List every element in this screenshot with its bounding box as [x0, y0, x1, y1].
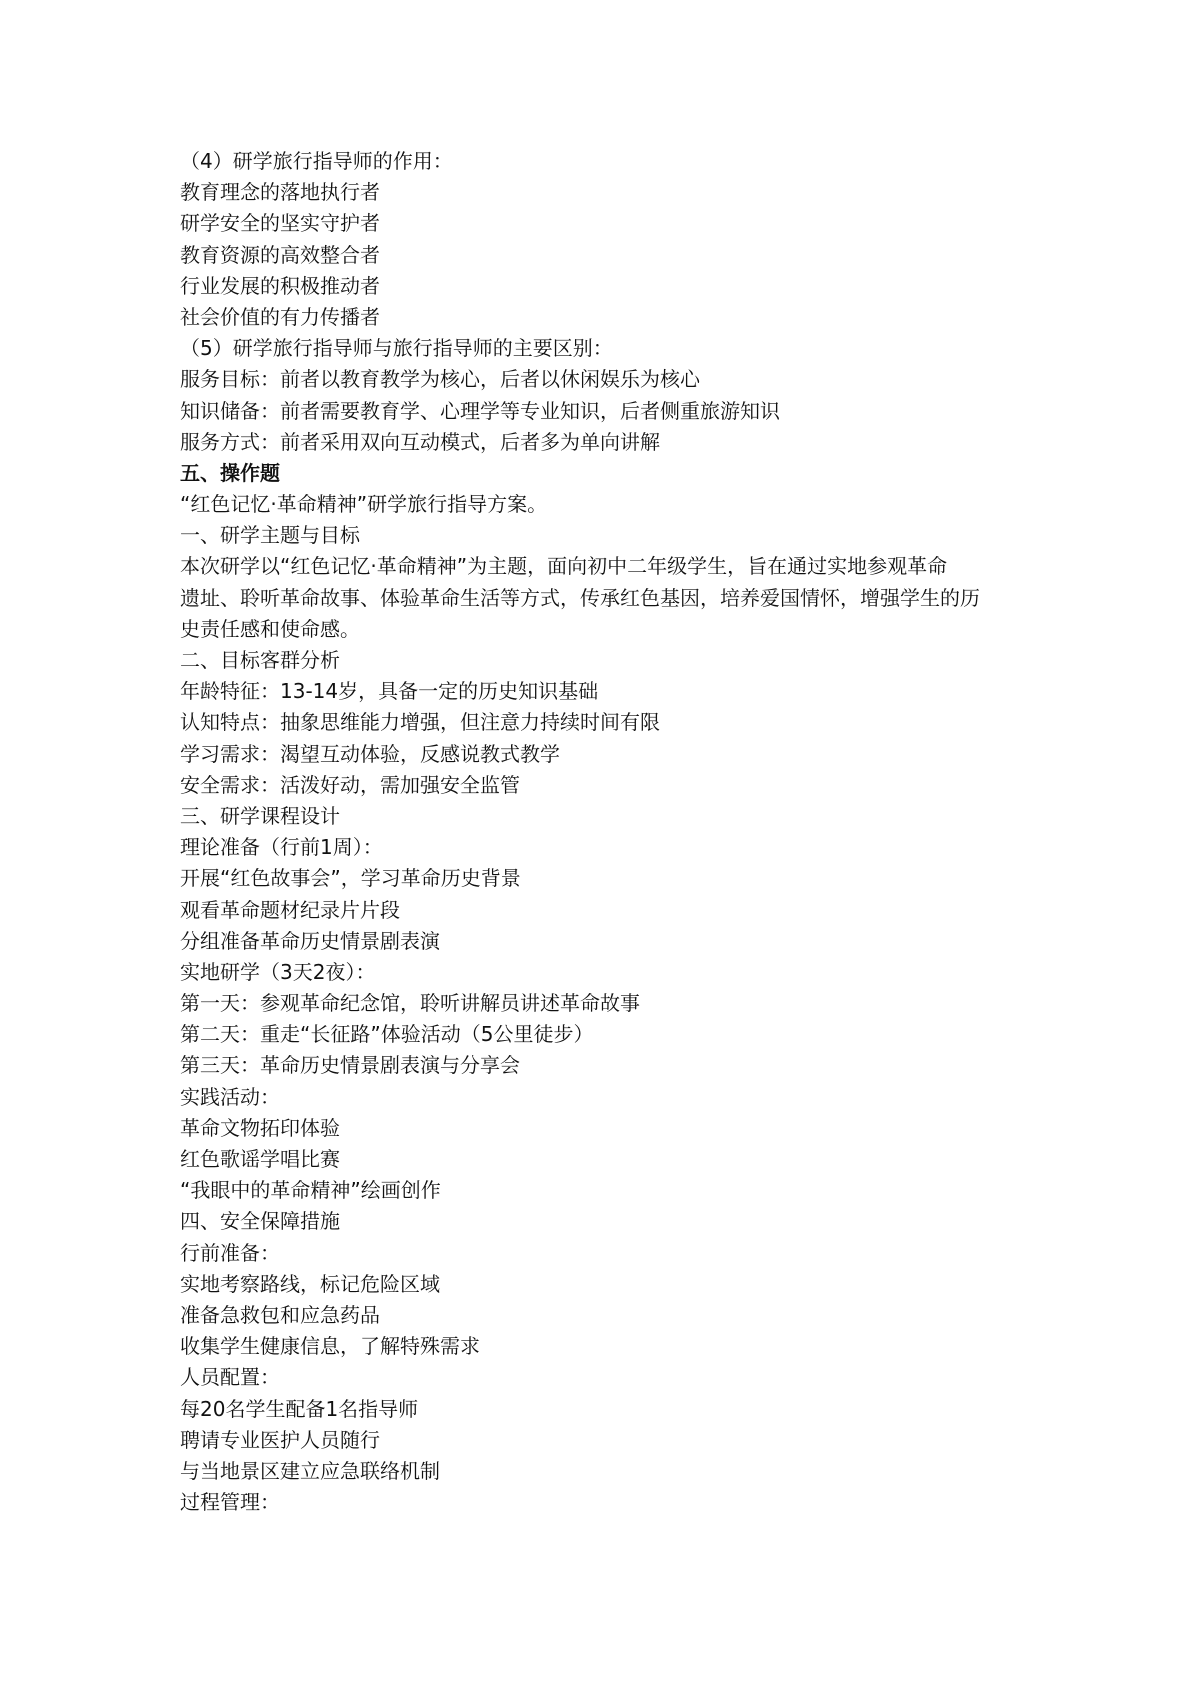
- text-line: 遗址、聆听革命故事、体验革命生活等方式，传承红色基因，培养爱国情怀，增强学生的历: [180, 585, 980, 610]
- text-line: 服务目标：前者以教育教学为核心，后者以休闲娱乐为核心: [180, 367, 700, 392]
- text-line: 四、安全保障措施: [180, 1209, 340, 1234]
- text-line: 史责任感和使命感。: [180, 616, 360, 641]
- text-line: 与当地景区建立应急联络机制: [180, 1458, 440, 1483]
- text-line: 知识储备：前者需要教育学、心理学等专业知识，后者侧重旅游知识: [180, 398, 780, 423]
- text-line: 理论准备（行前1周）：: [180, 835, 383, 860]
- text-line: 二、目标客群分析: [180, 648, 340, 672]
- text-line: 服务方式：前者采用双向互动模式，后者多为单向讲解: [180, 429, 660, 454]
- text-line: 实地考察路线，标记危险区域: [180, 1271, 440, 1296]
- text-line: 行业发展的积极推动者: [180, 273, 380, 298]
- text-line: 第二天：重走“长征路”体验活动（5公里徒步）: [180, 1022, 594, 1047]
- document-body: [180, 146, 1040, 1518]
- text-line: 分组准备革命历史情景剧表演: [180, 928, 440, 953]
- text-line: 学习需求：渴望互动体验，反感说教式教学: [180, 741, 560, 766]
- text-line: “红色记忆·革命精神”研学旅行指导方案。: [180, 492, 548, 517]
- text-line: 观看革命题材纪录片片段: [180, 897, 400, 922]
- text-line: 聘请专业医护人员随行: [180, 1427, 380, 1452]
- text-line: 第三天：革命历史情景剧表演与分享会: [180, 1053, 520, 1078]
- text-line: “我眼中的革命精神”绘画创作: [180, 1178, 441, 1203]
- text-line: 开展“红色故事会”，学习革命历史背景: [180, 866, 521, 891]
- text-line: （4）研学旅行指导师的作用：: [180, 149, 453, 173]
- text-line: 人员配置：: [180, 1365, 280, 1390]
- text-line: 安全需求：活泼好动，需加强安全监管: [180, 772, 520, 797]
- text-line: 研学安全的坚实守护者: [180, 211, 380, 236]
- text-line: 行前准备：: [180, 1240, 280, 1265]
- text-line: 实地研学（3天2夜）：: [180, 959, 376, 984]
- text-line: 革命文物拓印体验: [180, 1115, 340, 1140]
- text-line: （5）研学旅行指导师与旅行指导师的主要区别：: [180, 336, 613, 361]
- text-line: 教育理念的落地执行者: [180, 180, 380, 205]
- text-line: 教育资源的高效整合者: [180, 242, 380, 267]
- text-line: 实践活动：: [180, 1084, 280, 1109]
- text-line: 年龄特征：13-14岁，具备一定的历史知识基础: [180, 679, 599, 704]
- text-line: 社会价值的有力传播者: [180, 304, 380, 329]
- text-line: 每20名学生配备1名指导师: [180, 1396, 419, 1421]
- text-line: 本次研学以“红色记忆·革命精神”为主题，面向初中二年级学生，旨在通过实地参观革命: [180, 554, 948, 579]
- text-line: 三、研学课程设计: [180, 803, 340, 828]
- text-line: 第一天：参观革命纪念馆，聆听讲解员讲述革命故事: [180, 991, 640, 1016]
- text-line: 过程管理：: [180, 1490, 280, 1515]
- text-line: 一、研学主题与目标: [180, 523, 360, 548]
- section-heading: 五、操作题: [180, 460, 280, 485]
- text-line: 认知特点：抽象思维能力增强，但注意力持续时间有限: [180, 710, 660, 735]
- text-line: 收集学生健康信息，了解特殊需求: [180, 1334, 480, 1359]
- text-line: 红色歌谣学唱比赛: [180, 1147, 340, 1171]
- text-line: 准备急救包和应急药品: [180, 1302, 380, 1327]
